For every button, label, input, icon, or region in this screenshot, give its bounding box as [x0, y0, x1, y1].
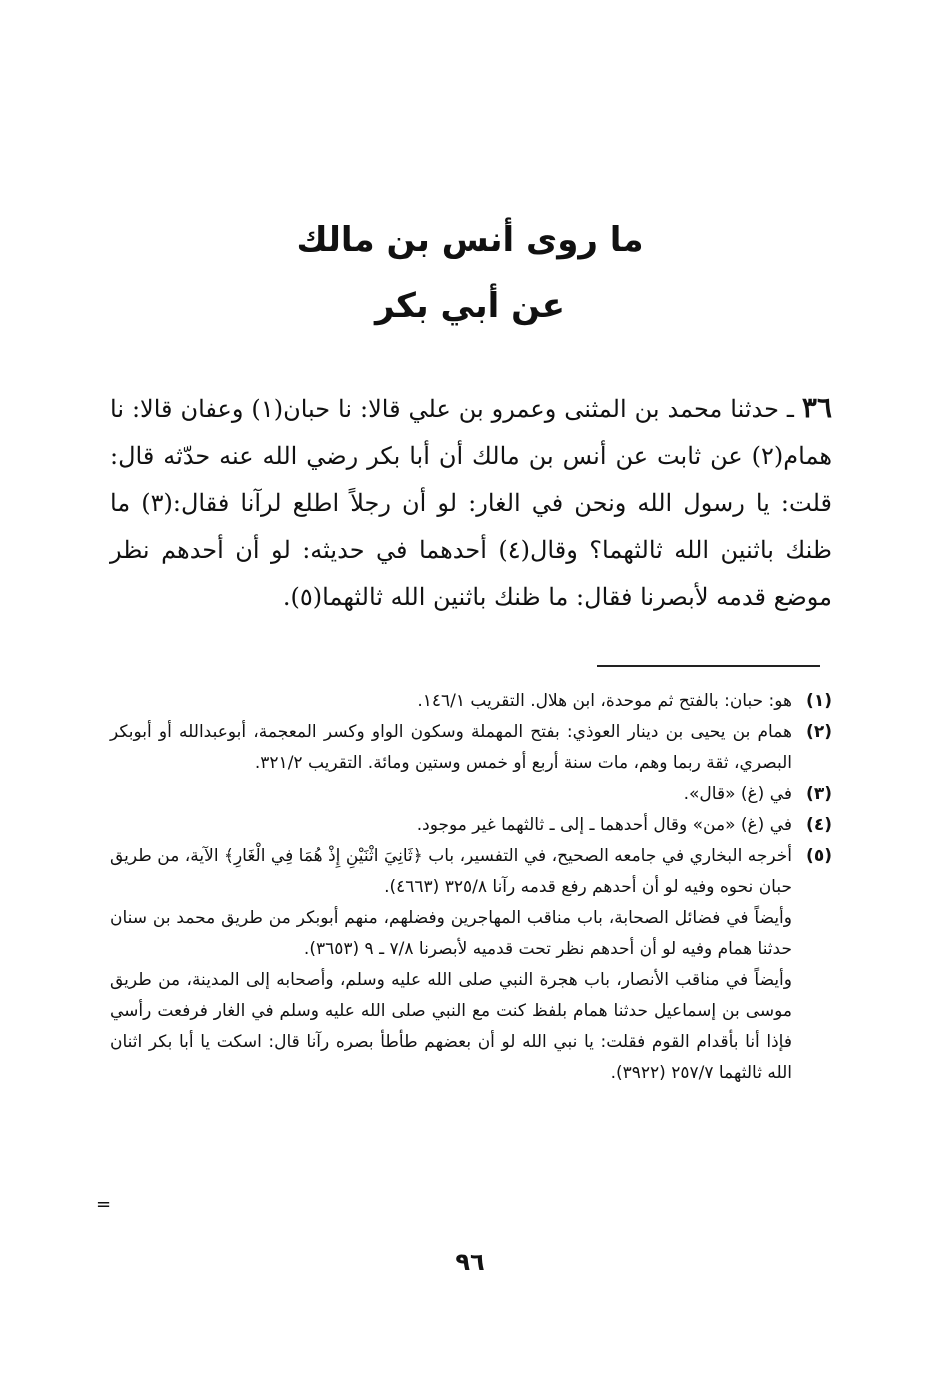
page-number: ٩٦ [455, 1248, 485, 1276]
footnote-body [110, 810, 792, 841]
chapter-title-line-1: ما روى أنس بن مالك [296, 220, 644, 260]
footnote-number: (٣) [806, 784, 832, 804]
footnote-paragraph: هو: حبان: بالفتح ثم موحدة، ابن هلال. التقريب ١٤٦/١. [417, 691, 792, 711]
chapter-title-line-2: عن أبي بكر [374, 286, 565, 326]
footnote-number: (٥) [806, 846, 832, 866]
footnote [110, 779, 832, 810]
footnote-body [110, 841, 792, 1089]
footnote-body [110, 779, 792, 810]
footnote-paragraph: في (غ) «قال». [683, 784, 792, 804]
hadith-text [110, 384, 832, 621]
hadith-number: ٣٦ [801, 391, 832, 424]
footnote [110, 841, 832, 1089]
footnote-paragraph: همام بن يحيى بن دينار العوذي: بفتح المهملة وسكون الواو وكسر المعجمة، أبوعبدالله أو أبوبكر البصري، ثقة ربما وهم، مات سنة أربع أو خمس وستين ومائة. التقريب ٣٢١/٢. [110, 722, 792, 773]
footnote-separator [597, 665, 820, 667]
hadith-body: ـ حدثنا محمد بن المثنى وعمرو بن علي قالا: نا حبان(١) وعفان قالا: نا همام(٢) عن ثابت عن أنس بن مالك أن أبا بكر رضي الله عنه حدّثه قال: قلت: يا رسول الله ونحن في الغار: لو أن رجلاً اطلع لرآنا فقال:(٣) ما ظنك باثنين الله ثالثهما؟ وقال(٤) أحدهما في حديثه: لو أن أحدهم نظر موضع قدمه لأبصرنا فقال: ما ظنك باثنين الله ثالثهما(٥). [110, 395, 833, 611]
continuation-mark: = [96, 1194, 112, 1215]
footnote [110, 717, 832, 779]
footnote-paragraph: أخرجه البخاري في جامعه الصحيح، في التفسير، باب ﴿ثَانِيَ اثْنَيْنِ إِذْ هُمَا فِي الْغَارِ﴾ الآية، من طريق حبان نحوه وفيه لو أن أحدهم رفع قدمه رآنا ٣٢٥/٨ (٤٦٦٣). [110, 846, 792, 897]
footnote-paragraph: وأيضاً في فضائل الصحابة، باب مناقب المهاجرين وفضلهم، منهم أبوبكر من طريق محمد بن سنان حدثنا همام وفيه لو أن أحدهم نظر تحت قدميه لأبصرنا ٧/٨ ـ ٩ (٣٦٥٣). [110, 908, 792, 959]
footnote-number: (٢) [806, 722, 832, 742]
footnotes [110, 686, 832, 1089]
footnote-paragraph: في (غ) «من» وقال أحدهما ـ إلى ـ ثالثهما غير موجود. [416, 815, 792, 835]
footnote-number: (٤) [806, 815, 832, 835]
footnote [110, 686, 832, 717]
footnote-body [110, 686, 792, 717]
footnote [110, 810, 832, 841]
footnote-paragraph: وأيضاً في مناقب الأنصار، باب هجرة النبي صلى الله عليه وسلم، وأصحابه إلى المدينة، من طريق موسى بن إسماعيل حدثنا همام بلفظ كنت مع النبي صلى الله عليه وسلم في الغار فرفعت رأسي فإذا أنا بأقدام القوم فقلت: يا نبي الله لو أن بعضهم طأطأ بصره رآنا قال: اسكت يا أبا بكر اثنان الله ثالثهما ٢٥٧/٧ (٣٩٢٢). [110, 970, 792, 1083]
footnote-body [110, 717, 792, 779]
footnote-number: (١) [806, 691, 832, 711]
